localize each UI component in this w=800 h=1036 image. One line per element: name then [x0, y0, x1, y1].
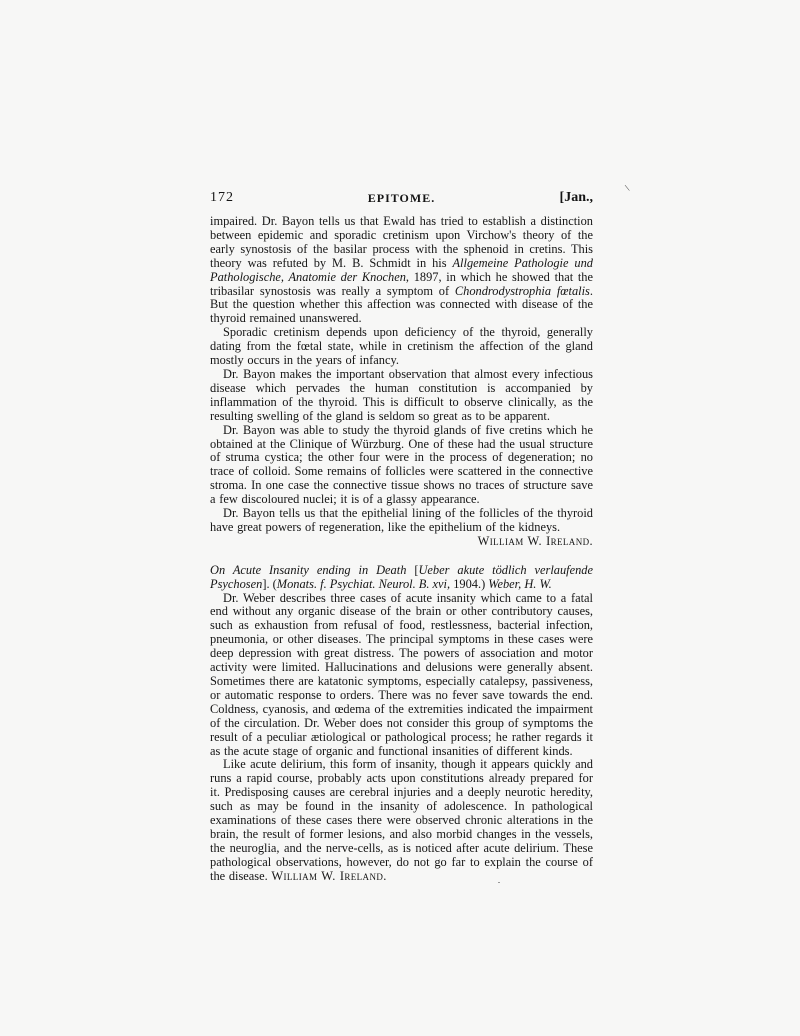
- running-title: EPITOME.: [367, 191, 436, 205]
- disease-name: Chondrodystrophia fœtalis: [454, 283, 590, 298]
- running-head: [210, 190, 593, 212]
- paragraph-sporadic: Sporadic cretinism depends upon deficiency of the thyroid, generally dating from the fœtal state, while in cretinism the affection of the gland mostly occurs in the years of infancy.: [210, 325, 593, 368]
- paragraph-regeneration: Dr. Bayon tells us that the epithelial lining of the follicles of the thyroid have great powers of regeneration, like the epithelium of the kidneys. William W. Ireland.: [210, 506, 593, 548]
- book-title: Allgemeine Pathologie und Pathologische, Anatomie der Knochen: [210, 255, 593, 284]
- paragraph-glands: Dr. Bayon was able to study the thyroid glands of five cretins which he obtained at the Clinique of Würzburg. One of these had the usual structure of struma cystica; the other four were in the process of degeneration; no trace of colloid. Some remains of follicles were scattered in the connective stroma. In one case the connective tissue shows no traces of structure save a few discoloured nuclei; it is of a glassy appearance.: [210, 422, 593, 507]
- running-date: [Jan.,: [559, 190, 593, 205]
- paragraph-infectious: Dr. Bayon makes the important observation that almost every infectious disease which pervades the human constitution is accompanied by inflammation of the thyroid. This is difficult to observe clinically, as the resulting swelling of the gland is seldom so great as to be apparent.: [210, 366, 593, 423]
- signature: William W. Ireland.: [477, 533, 593, 548]
- article-author: Weber, H. W.: [488, 576, 552, 591]
- text-column: [210, 190, 593, 884]
- signature: William W. Ireland.: [271, 868, 387, 883]
- page-number: 172: [210, 190, 234, 205]
- paragraph-impaired: impaired. Dr. Bayon tells us that Ewald has tried to establish a distinction between epidemic and sporadic cretinism upon Virchow's theory of the early synostosis of the basilar process with the sphenoid in cretins. This theory was refuted by M. B. Schmidt in his Allgemeine Pathologie und Pathologische, Anatomie der Knochen, 1897, in which he showed that the tribasilar synostosis was really a symptom of Chondrodystrophia fœtalis. But the question whether this affection was connected with disease of the thyroid remained unanswered.: [210, 214, 594, 326]
- paragraph-delirium: Like acute delirium, this form of insanity, though it appears quickly and runs a rapid course, probably acts upon constitutions already prepared for it. Predisposing causes are cerebral injuries and a deeply neurotic heredity, such as may be found in the insanity of adolescence. In pathological examinations of these cases there were observed chronic alterations in the brain, the result of former lesions, and also morbid changes in the vessels, the neuroglia, and the nerve-cells, as is noticed after acute delirium. These pathological observations, however, do not go far to explain the course of the disease. William W. Ireland.: [210, 757, 593, 883]
- stray-mark: \: [624, 182, 631, 195]
- article-title: On Acute Insanity ending in Death [Ueber akute tödlich verlaufende Psychosen]. (Monats. f. Psychiat. Neurol. B. xvi, 1904.) Weber, H. W.: [210, 562, 593, 591]
- paragraph-weber: Dr. Weber describes three cases of acute insanity which came to a fatal end without any organic disease of the brain or other contributory causes, such as exhaustion from refusal of food, restlessness, bacterial infection, pneumonia, or other diseases. The principal symptoms in these cases were deep depression with great distress. The powers of association and motor activity were limited. Hallucinations and delusions were generally absent. Sometimes there are katatonic symptoms, especially catalepsy, passiveness, or automatic response to orders. There was no fever save towards the end. Coldness, cyanosis, and œdema of the extremities indicated the impairment of the circulation. Dr. Weber does not consider this group of symptoms the result of a peculiar ætiological or pathological process; he rather regards it as the acute stage of organic and functional insanities of different kinds.: [210, 590, 593, 758]
